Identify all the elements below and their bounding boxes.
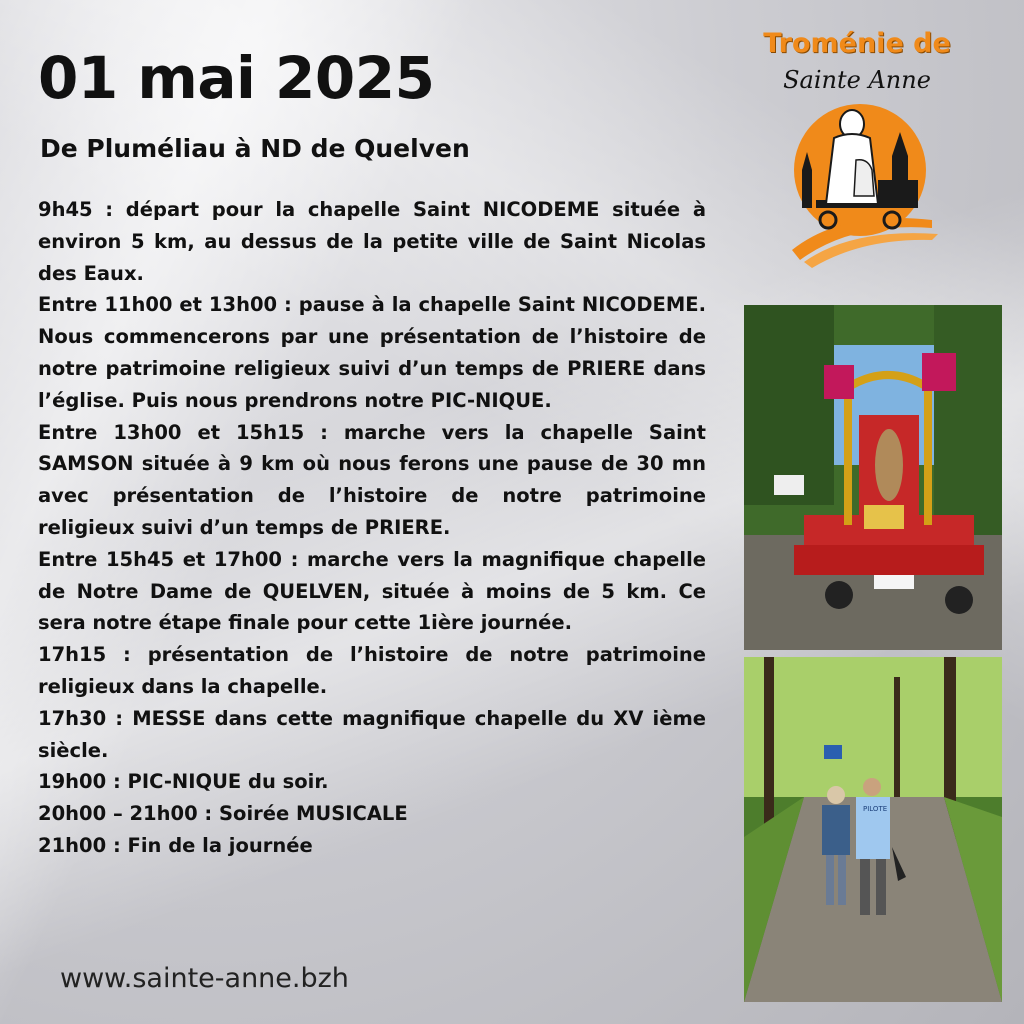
program-item: 20h00 – 21h00 : Soirée MUSICALE — [38, 802, 408, 826]
vest-label: PILOTE — [863, 805, 888, 813]
logo-title: Troménie de — [763, 28, 951, 59]
program-item: Entre 15h45 et 17h00 : marche vers la magnifique chapelle de Notre Dame de QUELVEN, située à moins de 5 km. Ce sera notre étape finale pour cette 1ière journée. — [38, 547, 706, 635]
page-subtitle: De Pluméliau à ND de Quelven — [40, 134, 470, 163]
program-item: 19h00 : PIC-NIQUE du soir. — [38, 770, 329, 794]
tromenie-logo — [752, 22, 962, 272]
program-item: 9h45 : départ pour la chapelle Saint NICODEME située à environ 5 km, au dessus de la petite ville de Saint Nicolas des Eaux. — [38, 198, 706, 285]
walking-pilgrims-photo — [744, 657, 1002, 1002]
logo-subtitle: Sainte Anne — [783, 66, 931, 94]
program-text — [38, 194, 706, 862]
program-item: 17h30 : MESSE dans cette magnifique chapelle du XV ième siècle. — [38, 706, 706, 762]
program-item: Entre 11h00 et 13h00 : pause à la chapelle Saint NICODEME. Nous commencerons par une présentation de l’histoire de notre patrimoine religieux suivi d’un temps de PRIERE dans l’église. Puis nous prendrons notre PIC-NIQUE. — [38, 293, 706, 412]
sainte-anne-emblem-icon — [782, 100, 942, 270]
program-item: 17h15 : présentation de l’histoire de notre patrimoine religieux dans la chapelle. — [38, 643, 706, 698]
program-item: 21h00 : Fin de la journée — [38, 833, 313, 857]
program-item: Entre 13h00 et 15h15 : marche vers la chapelle Saint SAMSON située à 9 km où nous ferons une pause de 30 mn avec présentation de l’histoire de notre patrimoine religieux suivi d’un temps de PRIERE. — [38, 420, 706, 539]
processional-cart-photo — [744, 305, 1002, 650]
website-url: www.sainte-anne.bzh — [60, 963, 349, 994]
page-title: 01 mai 2025 — [38, 44, 435, 112]
